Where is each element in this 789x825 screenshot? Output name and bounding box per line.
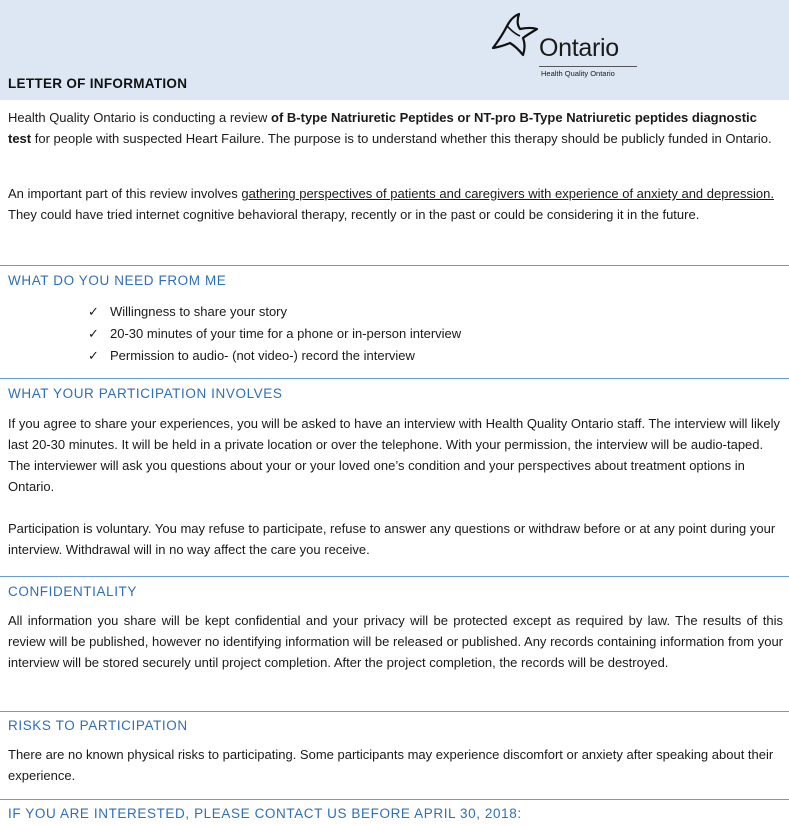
section-divider <box>0 799 789 800</box>
letter-title: LETTER OF INFORMATION <box>8 76 188 91</box>
intro-p2-underlined: gathering perspectives of patients and caregivers with experience of anxiety and depression. <box>241 186 774 201</box>
section-title-participation: WHAT YOUR PARTICIPATION INVOLVES <box>8 386 283 401</box>
intro-p2-text-end: They could have tried internet cognitive behavioral therapy, recently or in the past or could be considering it in the future. <box>8 207 700 222</box>
section-divider <box>0 711 789 712</box>
logo-subtitle: Health Quality Ontario <box>541 69 615 78</box>
trillium-icon <box>487 12 543 60</box>
section-title-confidentiality: CONFIDENTIALITY <box>8 584 138 599</box>
section-title-contact: IF YOU ARE INTERESTED, PLEASE CONTACT US BEFORE APRIL 30, 2018: <box>8 806 522 821</box>
intro-paragraph-2 <box>8 183 783 225</box>
need-checklist <box>88 301 461 367</box>
section-title-need: WHAT DO YOU NEED FROM ME <box>8 273 227 288</box>
intro-p1-text: Health Quality Ontario is conducting a review <box>8 110 272 125</box>
list-item-text: 20-30 minutes of your time for a phone or in-person interview <box>110 326 462 341</box>
risks-paragraph: There are no known physical risks to participating. Some participants may experience discomfort or anxiety after speaking about their experience. <box>8 747 774 783</box>
section-divider <box>0 576 789 577</box>
section-divider <box>0 378 789 379</box>
list-item <box>88 323 461 345</box>
checkmark-icon: ✓ <box>88 304 99 319</box>
ontario-wordmark: Ontario <box>539 34 619 62</box>
list-item <box>88 345 461 367</box>
section-divider <box>0 265 789 266</box>
checkmark-icon: ✓ <box>88 326 99 341</box>
participation-paragraph-1: If you agree to share your experiences, you will be asked to have an interview with Health Quality Ontario staff. The interview will likely last 20-30 minutes. It will be held in a private location or over the telephone. With your permission, the interview will be audio-taped. The interviewer will ask you questions about your or your loved one’s condition and your perspectives about treatment options in Ontario. <box>8 416 780 494</box>
participation-paragraph-2: Participation is voluntary. You may refuse to participate, refuse to answer any questions or withdraw before or at any point during your interview. Withdrawal will in no way affect the care you receive. <box>8 521 776 557</box>
confidentiality-paragraph: All information you share will be kept confidential and your privacy will be protected except as required by law. The results of this review will be published, however no identifying information will be released or published. Any records containing information from your interview will be stored securely until project completion. After the project completion, the records will be destroyed. <box>8 613 783 670</box>
intro-paragraph-1 <box>8 107 783 149</box>
checkmark-icon: ✓ <box>88 348 99 363</box>
list-item-text: Permission to audio- (not video-) record the interview <box>110 348 415 363</box>
list-item-text: Willingness to share your story <box>110 304 288 319</box>
list-item <box>88 301 461 323</box>
ontario-logo <box>487 12 647 82</box>
intro-p2-text: An important part of this review involves <box>8 186 242 201</box>
intro-p1-text-end: for people with suspected Heart Failure. The purpose is to understand whether this therapy should be publicly funded in Ontario. <box>31 131 772 146</box>
intro-p1-bold: of B-type Natriuretic Peptides or NT-pro B-Type Natriuretic peptides diagnostic test <box>8 110 757 146</box>
logo-divider <box>539 66 637 67</box>
section-title-risks: RISKS TO PARTICIPATION <box>8 718 188 733</box>
